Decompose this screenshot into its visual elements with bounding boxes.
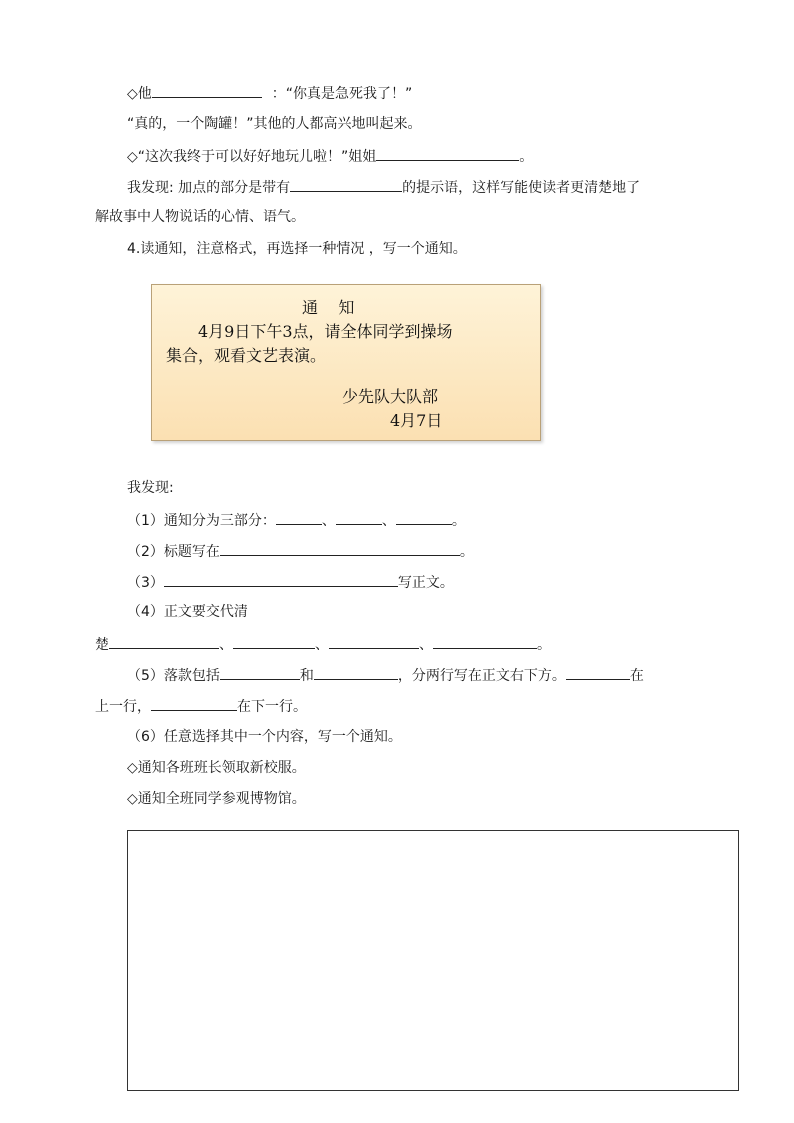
writing-area[interactable] xyxy=(127,830,739,1091)
finding-text: （5）落款包括 xyxy=(127,668,220,684)
finding-item-5-cont xyxy=(95,695,307,715)
answer-blank[interactable] xyxy=(329,633,419,649)
answer-blank[interactable] xyxy=(220,540,460,556)
discovery-text: 我发现: 加点的部分是带有 xyxy=(127,180,291,196)
dialogue-line-3 xyxy=(127,145,533,165)
discovery-text: 的提示语，这样写能使读者更清楚地了 xyxy=(402,180,641,196)
dialogue-line-2: “真的，一个陶罐！”其他的人都高兴地叫起来。 xyxy=(127,116,422,132)
answer-blank[interactable] xyxy=(233,633,315,649)
notice-title: 通 知 xyxy=(302,298,355,317)
discovery-line-1 xyxy=(127,176,640,196)
answer-blank[interactable] xyxy=(109,633,219,649)
answer-blank[interactable] xyxy=(164,571,398,587)
finding-item-2 xyxy=(127,540,474,560)
dialogue-line-1 xyxy=(127,82,412,102)
finding-text: （3） xyxy=(127,575,164,591)
finding-item-1 xyxy=(127,509,466,529)
answer-blank[interactable] xyxy=(220,664,300,680)
finding-text: 和 xyxy=(299,668,314,684)
finding-item-3 xyxy=(127,571,454,591)
notice-body-line-2: 集合，观看文艺表演。 xyxy=(166,346,327,365)
discovery-line-2: 解故事中人物说话的心情、语气。 xyxy=(95,209,305,225)
answer-blank[interactable] xyxy=(290,176,402,192)
answer-blank[interactable] xyxy=(433,633,537,649)
notice-body-line-1: 4月9日下午3点，请全体同学到操场 xyxy=(198,322,453,341)
separator: 、 xyxy=(419,637,433,653)
separator: 、 xyxy=(381,513,396,529)
finding-item-4: （4）正文要交代清 xyxy=(127,604,248,620)
question-4: 4.读通知，注意格式，再选择一种情况 ，写一个通知。 xyxy=(127,241,467,257)
answer-blank[interactable] xyxy=(566,664,630,680)
separator: 、 xyxy=(321,513,336,529)
separator: 、 xyxy=(219,637,233,653)
finding-text: （2）标题写在 xyxy=(127,544,220,560)
finding-text: 楚 xyxy=(95,637,109,653)
answer-blank[interactable] xyxy=(152,82,262,98)
dialogue-text: 。 xyxy=(519,149,534,165)
notice-date: 4月7日 xyxy=(390,411,443,430)
period: 。 xyxy=(451,513,466,529)
period: 。 xyxy=(459,544,474,560)
notice-signer: 少先队大队部 xyxy=(342,387,439,406)
finding-item-4-cont xyxy=(95,633,551,653)
period: 。 xyxy=(537,637,551,653)
option-1: ◇通知各班班长领取新校服。 xyxy=(127,760,306,776)
dialogue-text: ◇“这次我终于可以好好地玩儿啦！”姐姐 xyxy=(127,149,377,165)
answer-blank[interactable] xyxy=(276,509,322,525)
finding-text: 上一行， xyxy=(95,699,151,715)
dialogue-text: ：“你真是急死我了！” xyxy=(271,86,413,102)
answer-blank[interactable] xyxy=(376,145,519,161)
answer-blank[interactable] xyxy=(336,509,382,525)
finding-text: ，分两行写在正文右下方。 xyxy=(397,668,566,684)
separator: 、 xyxy=(315,637,329,653)
finding-text: （1）通知分为三部分： xyxy=(127,513,276,529)
notice-sample xyxy=(151,284,541,441)
finding-item-5 xyxy=(127,664,644,684)
answer-blank[interactable] xyxy=(396,509,452,525)
finding-item-6: （6）任意选择其中一个内容，写一个通知。 xyxy=(127,729,402,745)
finding-text: 写正文。 xyxy=(397,575,454,591)
answer-blank[interactable] xyxy=(151,695,237,711)
finding-text: 在下一行。 xyxy=(237,699,307,715)
answer-blank[interactable] xyxy=(314,664,398,680)
findings-heading: 我发现: xyxy=(127,480,174,496)
option-2: ◇通知全班同学参观博物馆。 xyxy=(127,791,306,807)
dialogue-text: ◇他 xyxy=(127,86,152,102)
finding-text: 在 xyxy=(629,668,644,684)
